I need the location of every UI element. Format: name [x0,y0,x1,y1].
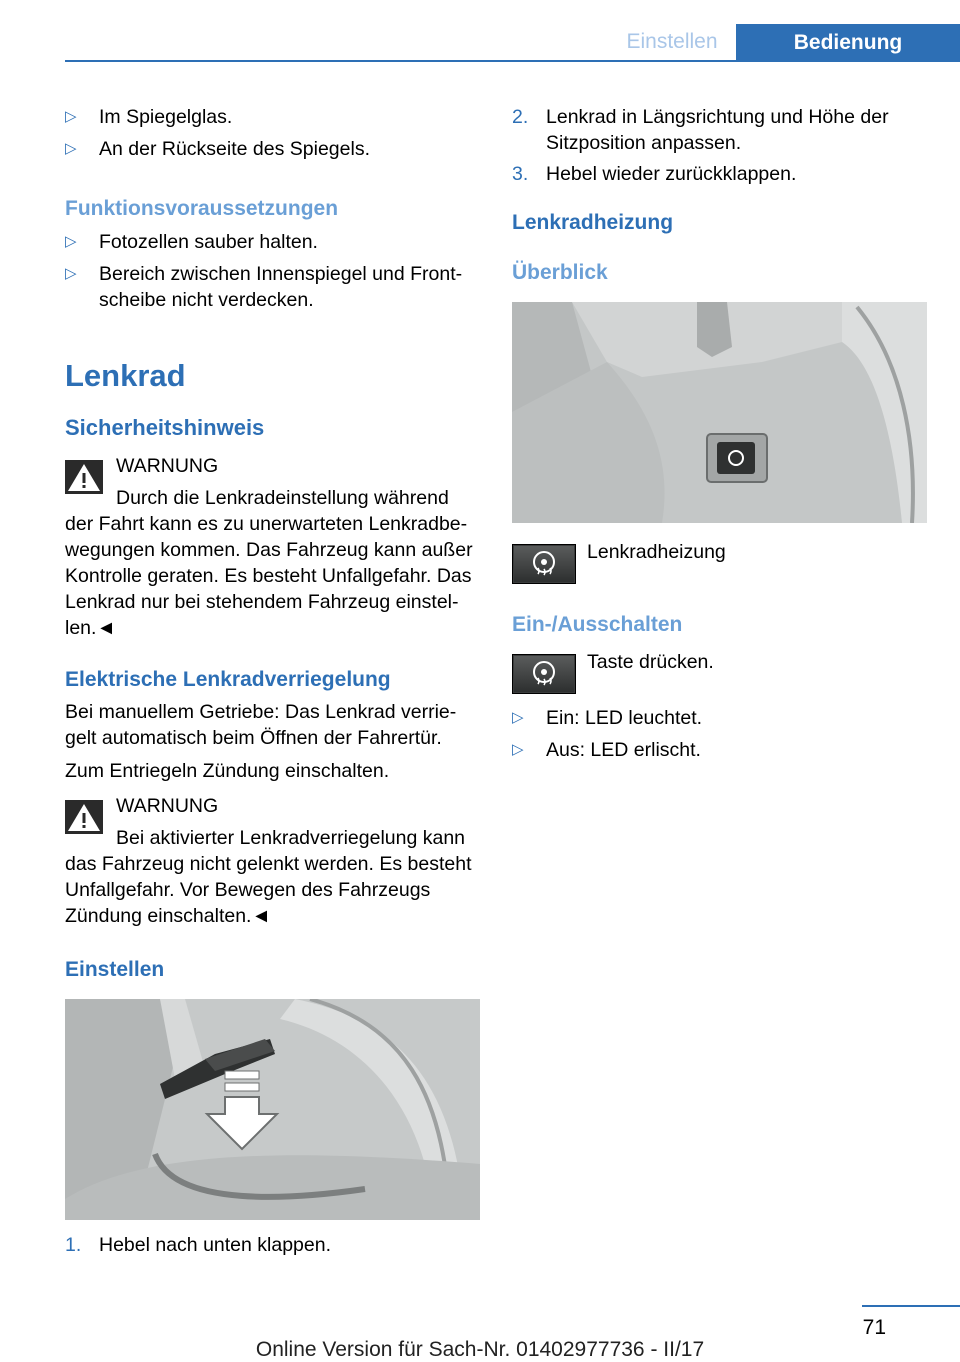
warning-title: WARNUNG [116,795,219,817]
list-item: ▷ Bereich zwischen Innenspiegel und Front- scheibe nicht verdecken. [65,263,463,311]
heading-lenkradheizung: Lenkradheizung [512,211,674,234]
triangle-bullet-icon: ▷ [512,741,524,758]
heading-lenkrad: Lenkrad [65,358,186,393]
warning-text-line: Zündung einschalten.◄ [65,905,271,927]
heading-einstellen: Einstellen [65,958,165,981]
steering-wheel-heating-button-icon [512,544,576,584]
list-item: ▷ Ein: LED leuchtet. [512,707,703,729]
warning-text-line: wegungen kommen. Das Fahrzeug kann außer [65,539,473,561]
subheading-ein-ausschalten: Ein-/Ausschalten [512,613,683,636]
heading-sicherheitshinweis: Sicherheitshinweis [65,415,265,440]
step-number: 1. [65,1234,82,1256]
heading-elektrische-lenkradverriegelung: Elektrische Lenkradverriegelung [65,668,391,691]
warning-icon [65,800,103,834]
footer-rule [862,1305,960,1307]
header-rule [65,60,960,62]
warning-text-line: das Fahrzeug nicht gelenkt werden. Es besteht [65,853,472,875]
warning-text-line: len.◄ [65,617,116,639]
triangle-bullet-icon: ▷ [65,233,77,250]
warning-text-line: der Fahrt kann es zu unerwarteten Lenkradbe- [65,513,468,535]
steering-wheel-heating-button-icon [512,654,576,694]
page-number: 71 [862,1316,886,1339]
body-text-line: Bei manuellem Getriebe: Das Lenkrad verrie- [65,701,457,723]
step-number: 2. [512,106,529,128]
body-text-line: Zum Entriegeln Zündung einschalten. [65,760,390,782]
heating-button-illustration [512,302,927,523]
step-number: 3. [512,163,529,185]
triangle-bullet-icon: ▷ [65,140,77,157]
subheading-ueberblick: Überblick [512,261,608,284]
step-text: Lenkrad in Längsrichtung und Höhe der [546,106,889,128]
triangle-bullet-icon: ▷ [512,709,524,726]
warning-text-line: Lenkrad nur bei stehendem Fahrzeug einstel- [65,591,459,613]
step-text: Sitzposition anpassen. [546,132,742,154]
list-item: ▷ An der Rückseite des Spiegels. [65,138,370,160]
warning-title: WARNUNG [116,455,219,477]
heating-label: Lenkradheizung [587,541,726,563]
warning-text-line: Bei aktivierter Lenkradverriegelung kann [116,827,466,849]
triangle-bullet-icon: ▷ [65,108,77,125]
warning-text-line: Kontrolle geraten. Es besteht Unfallgefahr. Das [65,565,472,587]
list-item: ▷ Aus: LED erlischt. [512,739,701,761]
body-text-line: gelt automatisch beim Öffnen der Fahrertür. [65,727,442,749]
subheading-funktionsvoraussetzungen: Funktionsvoraussetzungen [65,197,339,220]
step-text: Hebel nach unten klappen. [99,1234,332,1256]
list-item: ▷ Fotozellen sauber halten. [65,231,318,253]
warning-text-line: Durch die Lenkradeinstellung während [116,487,449,509]
header-tab-einstellen: Einstellen [626,30,718,53]
online-version-note: Online Version für Sach-Nr. 01402977736 - II/17 [255,1338,705,1361]
triangle-bullet-icon: ▷ [65,265,77,282]
steering-lever-illustration [65,999,480,1220]
list-item: ▷ Im Spiegelglas. [65,106,233,128]
step-text: Hebel wieder zurückklappen. [546,163,797,185]
instruction-text: Taste drücken. [587,651,714,673]
warning-text-line: Unfallgefahr. Vor Bewegen des Fahrzeugs [65,879,431,901]
warning-icon [65,460,103,494]
header-tab-bedienung: Bedienung [736,24,960,62]
